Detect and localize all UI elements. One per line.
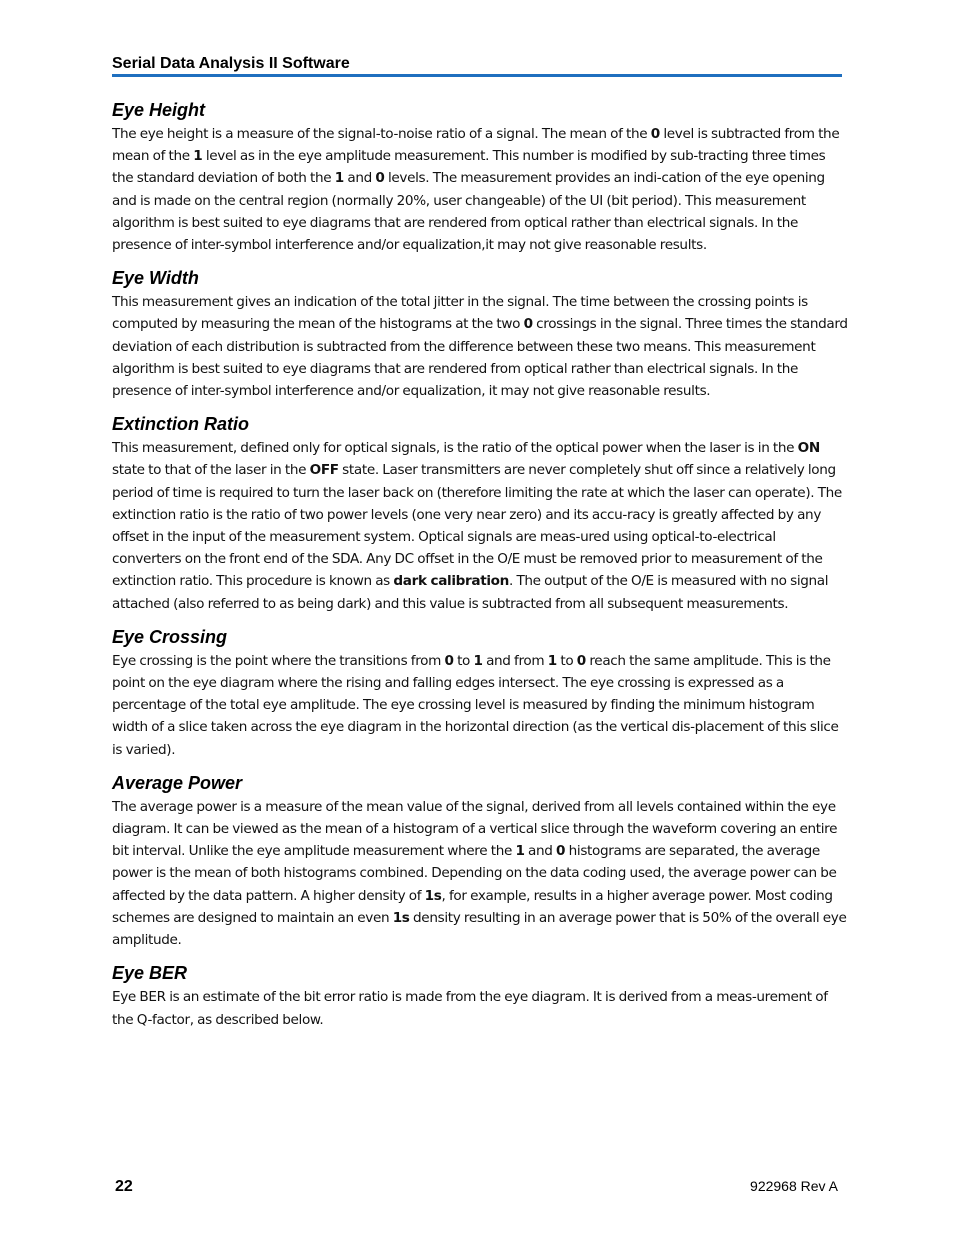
text-run: level is subtracted from the mean of the: [112, 126, 840, 165]
text-run: state. Laser transmitters are never completely shut off since a relatively long period of time is required to turn the laser back on (therefore limiting the rate at which the laser can operate). The extinction ratio is the ratio of two power levels (one very near zero) and its accu-racy is greatly affected by any offset in the input of the measurement system. Optical signals are meas-ured using optical-to-electrical converters on the front end of the SDA. Any DC offset in the O/E must be removed prior to measurement of the extinction ratio. This procedure is known as: [112, 462, 842, 590]
text-run: Eye BER is an estimate of the bit error ratio is made from the eye diagram. It is derived from a meas-urement of the Q-factor, as described below.: [112, 989, 828, 1028]
text-run: density resulting in an average power that is 50% of the overall eye amplitude.: [112, 909, 847, 949]
text-run: The eye height is a measure of the signal-to-noise ratio of a signal. The mean of the: [112, 126, 651, 142]
text-run: to: [453, 652, 474, 669]
bold-term: 1: [334, 170, 344, 187]
text-run: This measurement, defined only for optical signals, is the ratio of the optical power when the laser is in the: [112, 440, 798, 457]
bold-term: 0: [576, 652, 586, 669]
bold-term: 0: [444, 652, 454, 669]
page-number: 22: [115, 1178, 133, 1195]
document-id: 922968 Rev A: [750, 1178, 838, 1194]
text-run: to: [556, 652, 577, 669]
text-run: . The output of the O/E is measured with no signal attached (also referred to as being dark) and this value is subtracted from all subsequent measurements.: [112, 573, 829, 612]
section-heading: Eye Width: [112, 268, 199, 289]
section-paragraph: [112, 796, 848, 951]
section-paragraph: [112, 650, 848, 761]
section-heading: Extinction Ratio: [112, 414, 250, 435]
text-run: , for example, results in a higher average power. Most coding schemes are designed to maintain an even: [112, 887, 833, 926]
bold-term: 1: [473, 652, 483, 669]
bold-term: dark calibration: [393, 573, 510, 590]
text-run: and: [524, 843, 557, 860]
bold-term: 0: [523, 316, 533, 333]
bold-term: 0: [556, 843, 566, 860]
bold-term: OFF: [309, 462, 339, 479]
section-paragraph: [112, 437, 848, 615]
bold-term: 1: [193, 148, 203, 165]
section: [112, 961, 848, 1030]
text-run: level as in the eye amplitude measurement. This number is modified by sub-tracting three times the standard deviation of both the: [112, 148, 826, 187]
section-heading: Eye BER: [112, 963, 188, 984]
bold-term: 0: [650, 126, 660, 142]
section-paragraph: [112, 123, 848, 256]
text-run: Eye crossing is the point where the transitions from: [112, 652, 445, 669]
text-run: This measurement gives an indication of the total jitter in the signal. The time between the crossing points is computed by measuring the mean of the histograms at the two: [112, 294, 808, 333]
section: [112, 98, 848, 256]
text-run: and from: [482, 652, 548, 669]
bold-term: 1: [547, 652, 557, 669]
section: [112, 412, 848, 615]
text-run: state to that of the laser in the: [112, 462, 310, 479]
section-paragraph: [112, 291, 848, 402]
bold-term: 1s: [424, 887, 442, 904]
section: [112, 266, 848, 402]
section-heading: Eye Height: [112, 100, 206, 120]
text-run: The average power is a measure of the mean value of the signal, derived from all levels contained within the eye diagram. It can be viewed as the mean of a histogram of a vertical slice through the waveform covering an entire bit interval. Unlike the eye amplitude measurement where the: [112, 798, 838, 860]
bold-term: 0: [375, 170, 385, 187]
bold-term: 1: [515, 843, 525, 860]
bold-term: 1s: [392, 909, 410, 926]
section: [112, 771, 848, 951]
page-content: [112, 98, 848, 1041]
text-run: histograms are separated, the average power is the mean of both histograms combined. Depending on the data coding used, the average power can be affected by the data pattern. A higher density of: [112, 843, 837, 904]
text-run: crossings in the signal. Three times the standard deviation of each distribution is subtracted from the difference between these two means. This measurement algorithm is best suited to eye diagrams that are rendered from optical rather than electrical signals. In the presence of inter-symbol interference and/or equalization, it may not give reasonable results.: [112, 316, 848, 400]
running-header: Serial Data Analysis II Software: [112, 55, 350, 72]
bold-term: ON: [797, 440, 820, 457]
section-paragraph: [112, 986, 848, 1030]
header-rule: [112, 74, 842, 77]
text-run: levels. The measurement provides an indi-cation of the eye opening and is made on the central region (normally 20%, user changeable) of the UI (bit period). This measurement algorithm is best suited to eye diagrams that are rendered from optical rather than electrical signals. In the presence of inter-symbol interference and/or equalization,it may not give reasonable results.: [112, 170, 825, 254]
section-heading: Average Power: [112, 772, 243, 793]
section: [112, 625, 848, 761]
section-heading: Eye Crossing: [112, 626, 228, 647]
text-run: and: [343, 170, 376, 187]
text-run: reach the same amplitude. This is the point on the eye diagram where the rising and falling edges intersect. The eye crossing is expressed as a percentage of the total eye amplitude. The eye crossing level is measured by finding the minimum histogram width of a slice taken across the eye diagram in the horizontal direction (as the vertical dis-placement of this slice is varied).: [112, 652, 839, 758]
